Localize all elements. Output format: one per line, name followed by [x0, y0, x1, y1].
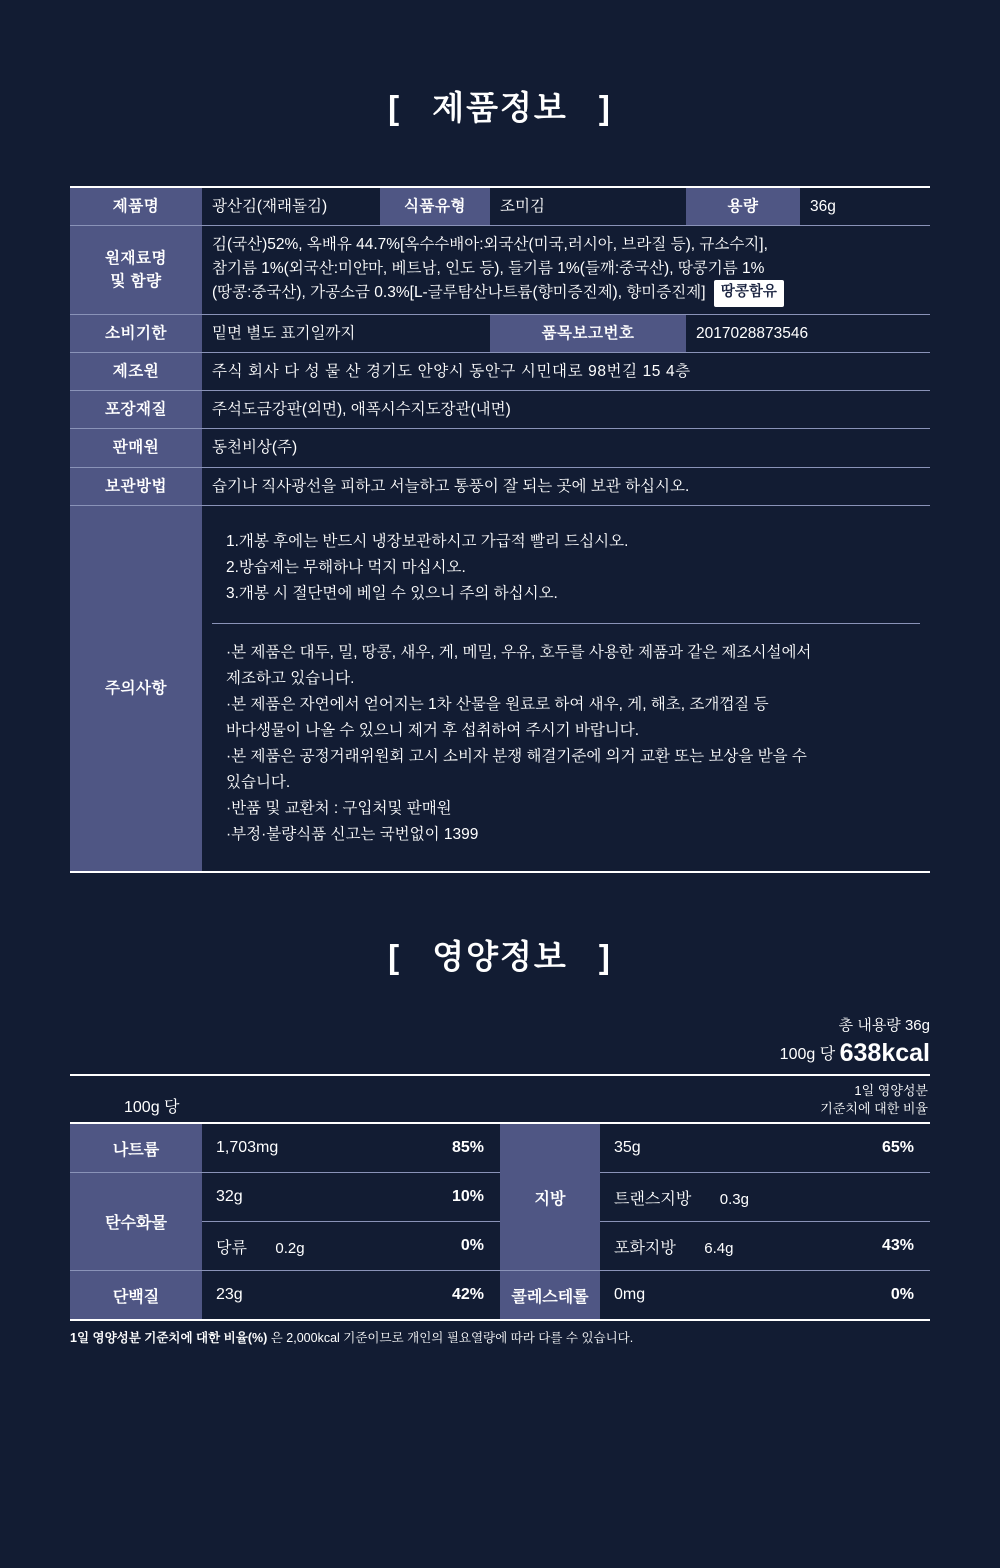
label-ingredients — [70, 226, 202, 314]
value-seller: 동천비상(주) — [202, 429, 930, 467]
caution-bullet-1: 제조하고 있습니다. — [226, 669, 355, 687]
label-cholesterol: 콜레스테롤 — [500, 1271, 600, 1321]
label-product-name: 제품명 — [70, 188, 202, 226]
peanut-allergen-badge: 땅콩함유 — [714, 280, 784, 307]
value-storage: 습기나 직사광선을 피하고 서늘하고 통풍이 잘 되는 곳에 보관 하십시오. — [202, 467, 930, 505]
table-row-ingredients — [70, 226, 930, 314]
label-report-number: 품목보고번호 — [490, 314, 686, 352]
label-transfat: 트랜스지방 — [614, 1190, 692, 1208]
label-volume: 용량 — [686, 188, 800, 226]
sugar-amount: 0.2g — [275, 1239, 305, 1257]
kcal-line — [70, 1039, 930, 1068]
table-row-seller — [70, 429, 930, 467]
product-info-title-text: 제품정보 — [432, 89, 568, 126]
table-row-name — [70, 188, 930, 226]
bracket-left-icon-2: [ — [388, 938, 402, 976]
nutrition-summary — [70, 978, 930, 1074]
column-right-label-line1: 1일 영양성분 — [854, 1083, 928, 1099]
caution-bullet-4: ·본 제품은 공정거래위원회 고시 소비자 분쟁 해결기준에 의거 교환 또는 보상을 받을 수 — [226, 747, 807, 765]
footnote-rest-text: 은 2,000kcal 기준이므로 개인의 필요열량에 따라 다를 수 있습니다. — [267, 1331, 634, 1346]
caution-bullet-7: ·부정·불량식품 신고는 국번없이 1399 — [226, 826, 479, 844]
column-left-label: 100g 당 — [124, 1099, 180, 1117]
label-carbohydrate: 탄수화물 — [70, 1173, 202, 1271]
bracket-right-icon-2: ] — [598, 938, 612, 976]
table-row-package — [70, 391, 930, 429]
nutrition-table-wrap — [70, 978, 930, 1321]
pct-cholesterol: 0% — [760, 1271, 930, 1321]
label-expiry: 소비기한 — [70, 314, 202, 352]
value-product-name: 광산김(재래돌김) — [212, 198, 328, 215]
value-sodium: 1,703mg — [216, 1139, 279, 1157]
label-seller: 판매원 — [70, 429, 202, 467]
total-content-text: 총 내용량 36g — [838, 1017, 930, 1035]
label-package-material: 포장재질 — [70, 391, 202, 429]
table-row-maker — [70, 352, 930, 390]
product-info-table — [70, 188, 930, 871]
label-maker: 제조원 — [70, 352, 202, 390]
label-food-type: 식품유형 — [380, 188, 490, 226]
bracket-left-icon: [ — [388, 89, 402, 126]
caution-numbered-list — [212, 513, 920, 624]
nutrition-row-protein-cholesterol — [70, 1271, 930, 1321]
table-row-caution — [70, 505, 930, 871]
value-food-type: 조미김 — [500, 198, 545, 215]
value-caution — [202, 505, 930, 871]
product-info-table-wrap — [70, 186, 930, 873]
footnote-bold-text: 1일 영양성분 기준치에 대한 비율(%) — [70, 1331, 268, 1346]
label-ingredients-line1: 원재료명 — [105, 249, 167, 267]
value-cholesterol: 0mg — [600, 1271, 760, 1321]
caution-bullet-0: ·본 제품은 대두, 밀, 땅콩, 새우, 게, 메밀, 우유, 호두를 사용한 제품과 같은 제조시설에서 — [226, 643, 812, 661]
value-fat: 35g — [614, 1139, 641, 1157]
caution-bullet-6: ·반품 및 교환처 : 구입처및 판매원 — [226, 800, 452, 818]
label-ingredients-line2: 및 함량 — [110, 272, 162, 290]
value-expiry: 밑면 별도 표기일까지 — [202, 314, 490, 352]
value-maker: 주식 회사 다 성 물 산 경기도 안양시 동안구 시민대로 98번길 15 4층 — [202, 352, 930, 390]
caution-bullet-5: 있습니다. — [226, 774, 291, 791]
label-storage: 보관방법 — [70, 467, 202, 505]
caution-bullet-list — [212, 624, 920, 864]
value-sugar — [202, 1222, 372, 1271]
pct-fat: 65% — [881, 1139, 914, 1157]
pct-sodium: 85% — [451, 1139, 484, 1157]
ingredients-line-3-wrap — [212, 280, 920, 307]
value-protein: 23g — [202, 1271, 372, 1321]
nutrition-footnote — [70, 1330, 930, 1348]
pct-protein: 42% — [372, 1271, 500, 1321]
ingredients-line-1: 김(국산)52%, 옥배유 44.7%[옥수수배아:외국산(미국,러시아, 브라질 등), 규소수지], — [212, 236, 768, 254]
value-transfat — [600, 1173, 760, 1222]
value-ingredients — [202, 226, 930, 314]
nutrition-info-title-text: 영양정보 — [432, 938, 568, 976]
pct-transfat — [760, 1173, 930, 1222]
caution-numbered-2: 3.개봉 시 절단면에 베일 수 있으니 주의 하십시오. — [226, 584, 558, 602]
value-volume: 36g — [810, 198, 836, 215]
table-row-expiry — [70, 314, 930, 352]
value-saturated-fat — [600, 1222, 760, 1271]
ingredients-line-2: 참기름 1%(외국산:미얀마, 베트남, 인도 등), 들기름 1%(들깨:중국산), 땅콩기름 1% — [212, 259, 765, 277]
value-report-number: 2017028873546 — [686, 314, 930, 352]
per-100g-label: 100g 당 — [779, 1046, 836, 1064]
column-right-label-line2: 기준치에 대한 비율 — [820, 1100, 928, 1116]
nutrition-column-headers — [70, 1074, 930, 1122]
label-sodium: 나트륨 — [70, 1123, 202, 1173]
pct-saturated-fat: 43% — [760, 1222, 930, 1271]
column-right-label — [820, 1082, 928, 1117]
label-saturated-fat: 포화지방 — [614, 1239, 676, 1257]
nutrition-row-sodium-fat — [70, 1123, 930, 1173]
table-row-storage — [70, 467, 930, 505]
label-fat: 지방 — [500, 1123, 600, 1271]
pct-carbohydrate: 10% — [372, 1173, 500, 1222]
bracket-right-icon: ] — [598, 89, 612, 126]
caution-bullet-2: ·본 제품은 자연에서 얻어지는 1차 산물을 원료로 하여 새우, 게, 해초, 조개껍질 등 — [226, 695, 769, 713]
kcal-value: 638kcal — [839, 1039, 930, 1068]
nutrition-facts-table — [70, 1122, 930, 1321]
product-info-heading — [0, 0, 1000, 129]
caution-numbered-0: 1.개봉 후에는 반드시 냉장보관하시고 가급적 빨리 드십시오. — [226, 532, 629, 550]
caution-numbered-1: 2.방습제는 무해하나 먹지 마십시오. — [226, 558, 466, 576]
transfat-amount: 0.3g — [719, 1190, 749, 1208]
value-carbohydrate: 32g — [202, 1173, 372, 1222]
caution-bullet-3: 바다생물이 나올 수 있으니 제거 후 섭취하여 주시기 바랍니다. — [226, 721, 640, 739]
ingredients-line-3: (땅콩:중국산), 가공소금 0.3%[L-글루탐산나트륨(향미증진제), 향미증진제] — [212, 283, 706, 301]
value-package-material: 주석도금강판(외면), 애폭시수지도장관(내면) — [202, 391, 930, 429]
label-caution: 주의사항 — [70, 505, 202, 871]
pct-sugar: 0% — [372, 1222, 500, 1271]
label-protein: 단백질 — [70, 1271, 202, 1321]
saturated-fat-amount: 6.4g — [704, 1239, 734, 1257]
nutrition-info-heading — [0, 873, 1000, 978]
label-sugar: 당류 — [216, 1239, 247, 1257]
